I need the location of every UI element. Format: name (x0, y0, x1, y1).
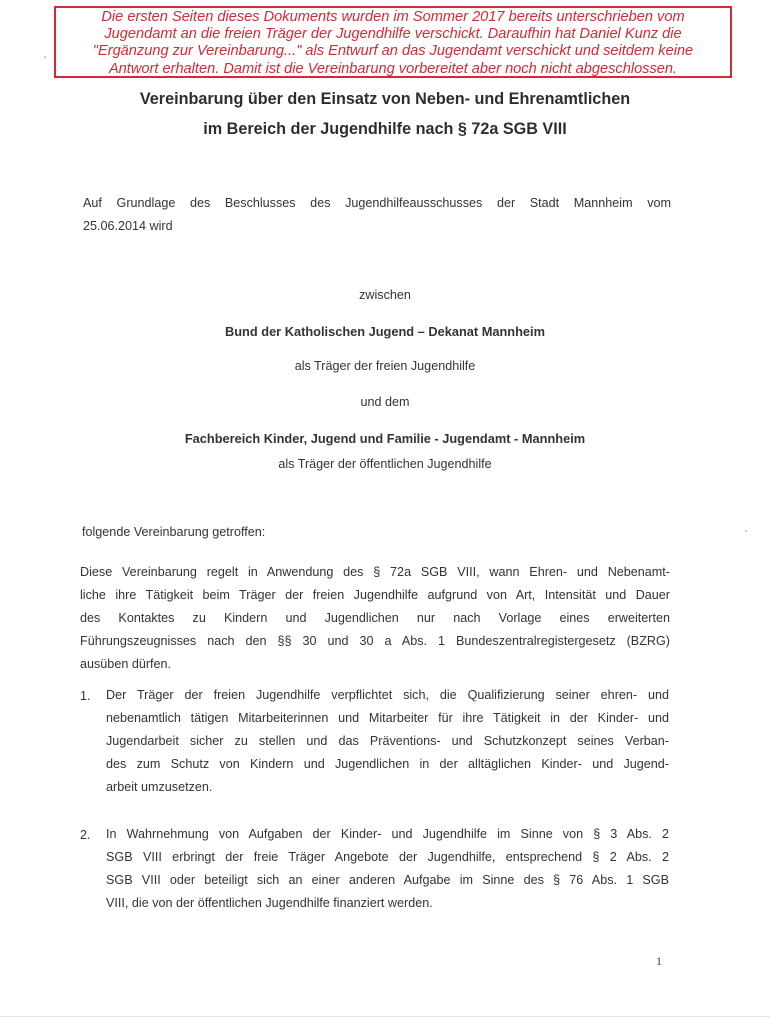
list-item-line: Jugendarbeit sicher zu stellen und das Präventions- und Schutzkonzept seines Verban- (106, 734, 669, 748)
scan-speck (44, 56, 46, 58)
list-item-line: Der Träger der freien Jugendhilfe verpflichtet sich, die Qualifizierung seiner ehren- und (106, 688, 669, 702)
annotation-note-box (54, 6, 732, 78)
scope-line: liche ihre Tätigkeit beim Träger der freien Jugendhilfe aufgrund von Art, Intensität und Dauer (80, 588, 670, 602)
party-2-role: als Träger der öffentlichen Jugendhilfe (278, 457, 492, 471)
scope-line: Diese Vereinbarung regelt in Anwendung des § 72a SGB VIII, wann Ehren- und Nebenamt- (80, 565, 670, 579)
preamble-line: Auf Grundlage des Beschlusses des Jugendhilfeausschusses der Stadt Mannheim vom (83, 196, 671, 210)
between-label: zwischen (359, 288, 411, 302)
document-title-line-1: Vereinbarung über den Einsatz von Neben- und Ehrenamtlichen (139, 90, 631, 108)
list-item-line: nebenamtlich tätigen Mitarbeiterinnen und Mitarbeiter für ihre Tätigkeit in der Kinder- und (106, 711, 669, 725)
scope-line: ausüben dürfen. (80, 657, 172, 671)
document-title-line-2: im Bereich der Jugendhilfe nach § 72a SGB VIII (203, 120, 567, 138)
party-2-name: Fachbereich Kinder, Jugend und Familie - Jugendamt - Mannheim (184, 431, 586, 446)
list-item-line: SGB VIII oder beteiligt sich an einer anderen Aufgabe im Sinne des § 76 Abs. 1 SGB (106, 873, 669, 887)
preamble (83, 192, 671, 238)
list-item (106, 684, 669, 799)
list-item-line: arbeit umzusetzen. (106, 780, 213, 794)
list-item-line: VIII, die von der öffentlichen Jugendhilfe finanziert werden. (106, 896, 433, 910)
list-item-number: 2. (80, 828, 91, 842)
list-item-number: 1. (80, 689, 91, 703)
and-label: und dem (360, 395, 410, 409)
scope-line: des Kontaktes zu Kindern und Jugendlichen nur nach Vorlage eines erweiterten (80, 611, 670, 625)
annotation-note-line: "Ergänzung zur Vereinbarung..." als Entwurf an das Jugendamt verschickt und seitdem keine (92, 43, 694, 60)
agreement-intro: folgende Vereinbarung getroffen: (82, 525, 266, 539)
list-item-line: des zum Schutz von Kindern und Jugendlichen in der alltäglichen Kinder- und Jugend- (106, 757, 669, 771)
page-number: 1 (656, 954, 662, 968)
annotation-note-line: Jugendamt an die freien Träger der Jugendhilfe verschickt. Daraufhin hat Daniel Kunz die (104, 26, 682, 43)
party-1-name: Bund der Katholischen Jugend – Dekanat Mannheim (225, 324, 545, 339)
page-bottom-edge (0, 1016, 770, 1017)
scope-line: Führungszeugnisses nach den §§ 30 und 30 a Abs. 1 Bundeszentralregistergesetz (BZRG) (80, 634, 670, 648)
annotation-note-line: Antwort erhalten. Damit ist die Vereinbarung vorbereitet aber noch nicht abgeschlossen. (108, 60, 678, 77)
scan-speck (745, 530, 747, 532)
list-item-line: In Wahrnehmung von Aufgaben der Kinder- und Jugendhilfe im Sinne von § 3 Abs. 2 (106, 827, 669, 841)
list-item-line: SGB VIII erbringt der freie Träger Angebote der Jugendhilfe, entsprechend § 2 Abs. 2 (106, 850, 669, 864)
list-item (106, 823, 669, 915)
scope-paragraph (80, 561, 670, 676)
preamble-line: 25.06.2014 wird (83, 219, 173, 233)
party-1-role: als Träger der freien Jugendhilfe (294, 359, 476, 373)
annotation-note-line: Die ersten Seiten dieses Dokuments wurden im Sommer 2017 bereits unterschrieben vom (101, 9, 685, 25)
